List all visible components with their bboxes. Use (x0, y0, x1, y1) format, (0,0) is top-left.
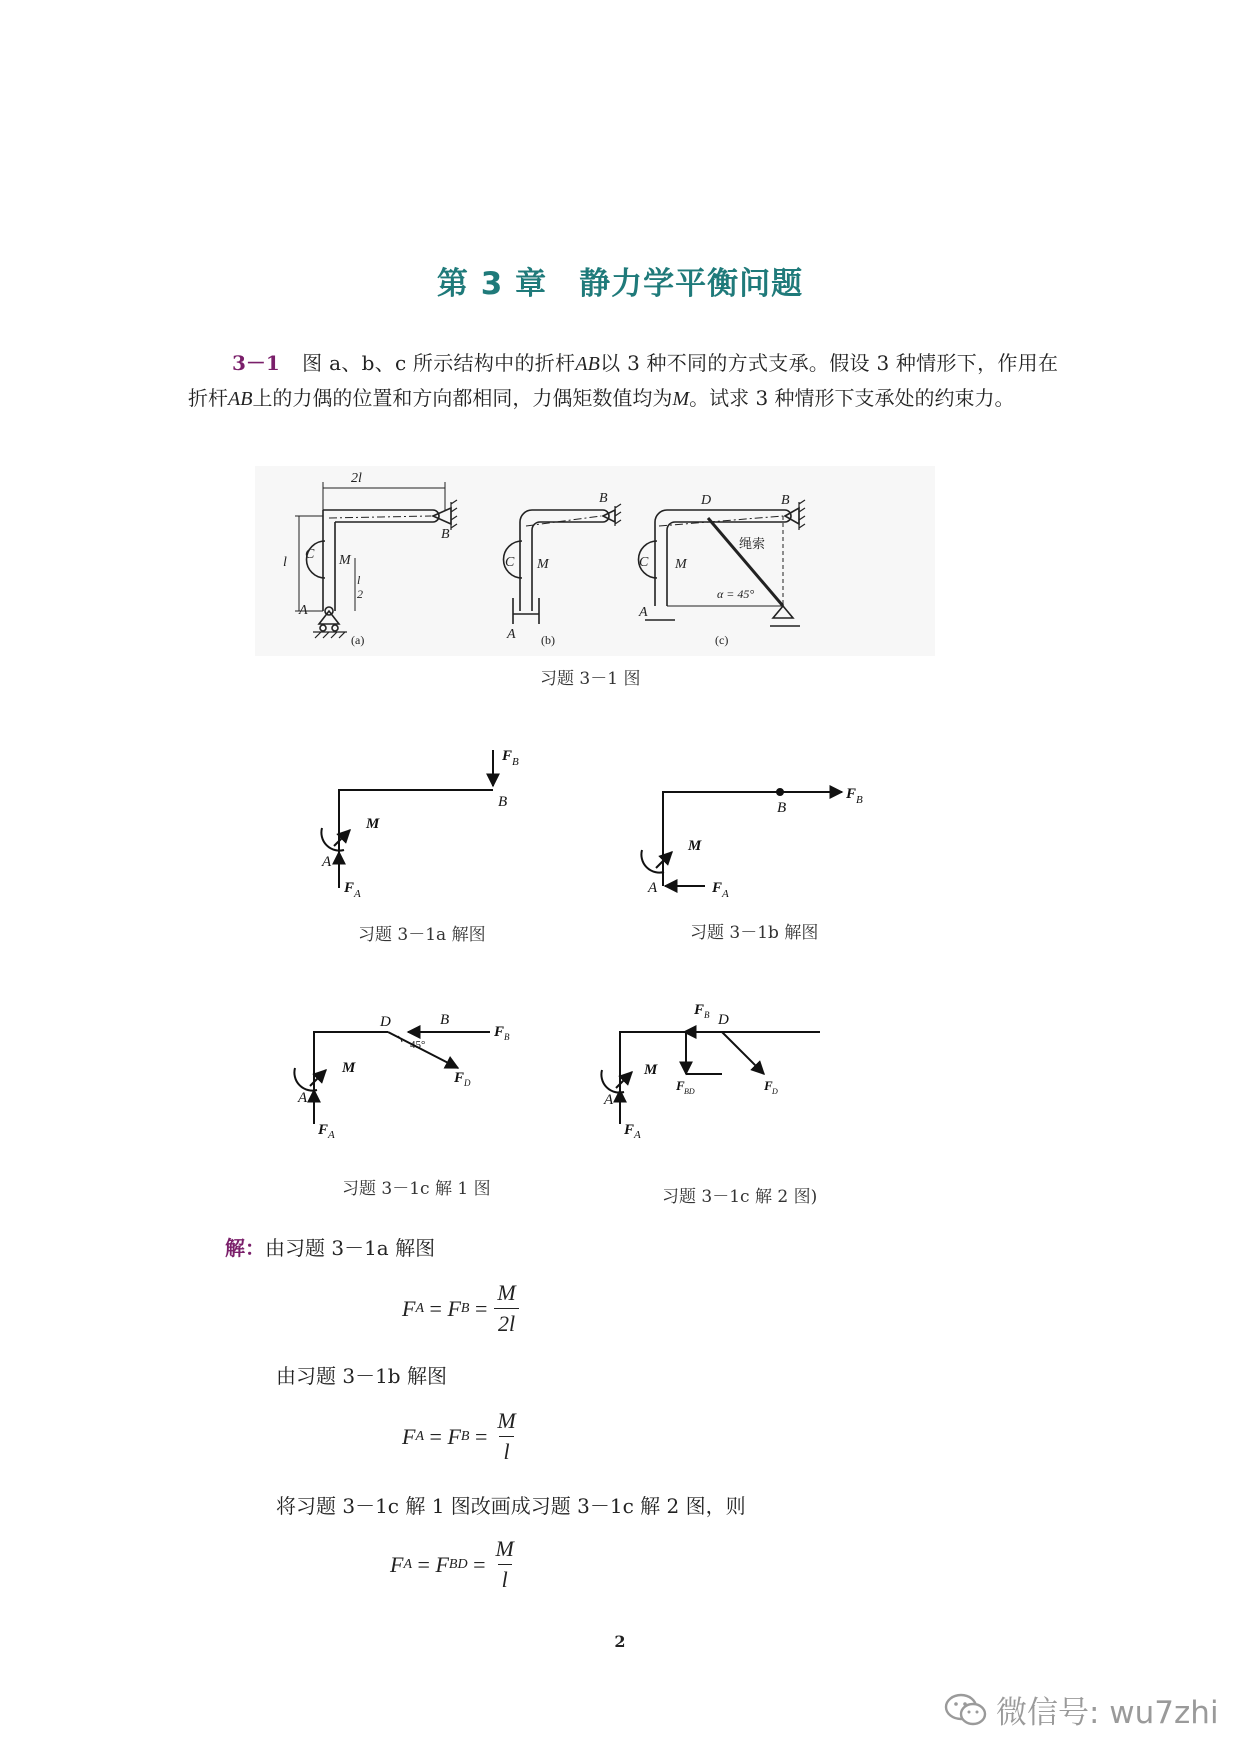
caption-3-1a: 习题 3－1a 解图 (358, 925, 486, 945)
svg-text:A: A (604, 1092, 614, 1108)
solution-figures (280, 740, 900, 1200)
label-C-b: C (505, 555, 515, 570)
label-M-c: M (675, 557, 687, 572)
caption-3-1b: 习题 3－1b 解图 (690, 923, 819, 943)
svg-text:F: F (494, 1024, 505, 1040)
label-A-a: A (299, 603, 308, 618)
label-A-c: A (639, 605, 648, 620)
svg-text:F: F (454, 1070, 465, 1086)
svg-text:BD: BD (684, 1087, 695, 1096)
svg-text:F: F (694, 1002, 705, 1018)
chapter-title: 第 3 章 静力学平衡问题 (436, 266, 804, 302)
svg-text:B: B (512, 756, 519, 768)
svg-text:A: A (328, 1129, 335, 1141)
label-B-c: B (781, 493, 790, 508)
solution-line-2: 由习题 3－1b 解图 (276, 1364, 447, 1388)
svg-text:F: F (344, 880, 355, 896)
label-M-a: M (339, 553, 351, 568)
caption-3-1: 习题 3－1 图 (540, 669, 641, 689)
figure-3-1 (255, 466, 935, 656)
label-M-b: M (537, 557, 549, 572)
svg-text:B: B (856, 794, 863, 806)
label-alpha: α = 45° (717, 587, 755, 601)
svg-text:B: B (704, 1010, 710, 1020)
label-B-b: B (599, 491, 608, 506)
problem-statement: 3－1 图 a、b、c 所示结构中的折杆AB以 3 种不同的方式支承。假设 3 种情形下，作用在折杆AB上的力偶的位置和方向都相同，力偶矩数值均为M。试求 3 种情形下支承处的约束力。 (188, 351, 1058, 410)
svg-text:D: D (380, 1014, 391, 1030)
label-A-b: A (507, 627, 516, 642)
svg-text:F: F (764, 1078, 773, 1093)
svg-text:F: F (712, 880, 723, 896)
svg-text:A: A (648, 880, 658, 896)
svg-text:F: F (318, 1122, 329, 1138)
label-rope: 绳索 (739, 536, 766, 551)
svg-text:M: M (342, 1060, 356, 1076)
sub-b: (b) (541, 633, 555, 647)
label-B-a: B (441, 527, 450, 542)
svg-text:A: A (322, 854, 332, 870)
wechat-icon (944, 1692, 988, 1728)
solution-line-3: 将习题 3－1c 解 1 图改画成习题 3－1c 解 2 图，则 (276, 1494, 746, 1518)
problem-number: 3－1 (232, 351, 280, 375)
svg-text:45°: 45° (410, 1039, 426, 1051)
label-2l: 2l (351, 471, 362, 486)
sub-c: (c) (715, 633, 729, 647)
svg-text:A: A (298, 1090, 308, 1106)
svg-text:l: l (357, 573, 361, 587)
svg-text:B: B (504, 1032, 510, 1042)
svg-text:B: B (440, 1012, 450, 1028)
svg-text:A: A (634, 1129, 641, 1141)
svg-text:A: A (722, 888, 729, 900)
svg-text:D: D (718, 1012, 729, 1028)
label-C-a: C (305, 547, 315, 562)
svg-text:D: D (772, 1087, 778, 1096)
svg-text:A: A (354, 888, 361, 900)
svg-text:F: F (624, 1122, 635, 1138)
label-C-c: C (639, 555, 649, 570)
sub-a: (a) (351, 633, 365, 647)
caption-3-1c2: 习题 3－1c 解 2 图) (662, 1187, 818, 1207)
svg-text:F: F (846, 786, 857, 802)
svg-text:B: B (777, 800, 787, 816)
label-D-c: D (701, 493, 712, 508)
svg-text:F: F (502, 748, 513, 764)
svg-text:F: F (676, 1078, 685, 1093)
label-l: l (283, 555, 287, 570)
page-number: 2 (614, 1632, 626, 1651)
equation-1: F A = F B = $\frac{M}{2l}$ (402, 1280, 520, 1337)
equation-2: F A = F B = $\frac{M}{l}$ (402, 1408, 516, 1464)
solution-line-1: 解：由习题 3－1a 解图 (225, 1236, 436, 1260)
watermark: 微信号: wu7zhi (944, 1687, 1219, 1732)
svg-text:D: D (464, 1078, 471, 1088)
svg-text:M: M (366, 816, 380, 832)
svg-text:M: M (644, 1062, 658, 1078)
svg-text:2: 2 (357, 587, 363, 601)
caption-3-1c1: 习题 3－1c 解 1 图 (342, 1179, 491, 1199)
svg-text:M: M (688, 838, 702, 854)
svg-text:B: B (498, 794, 508, 810)
equation-3: F A = F BD = $\frac{M}{l}$ (390, 1536, 514, 1592)
